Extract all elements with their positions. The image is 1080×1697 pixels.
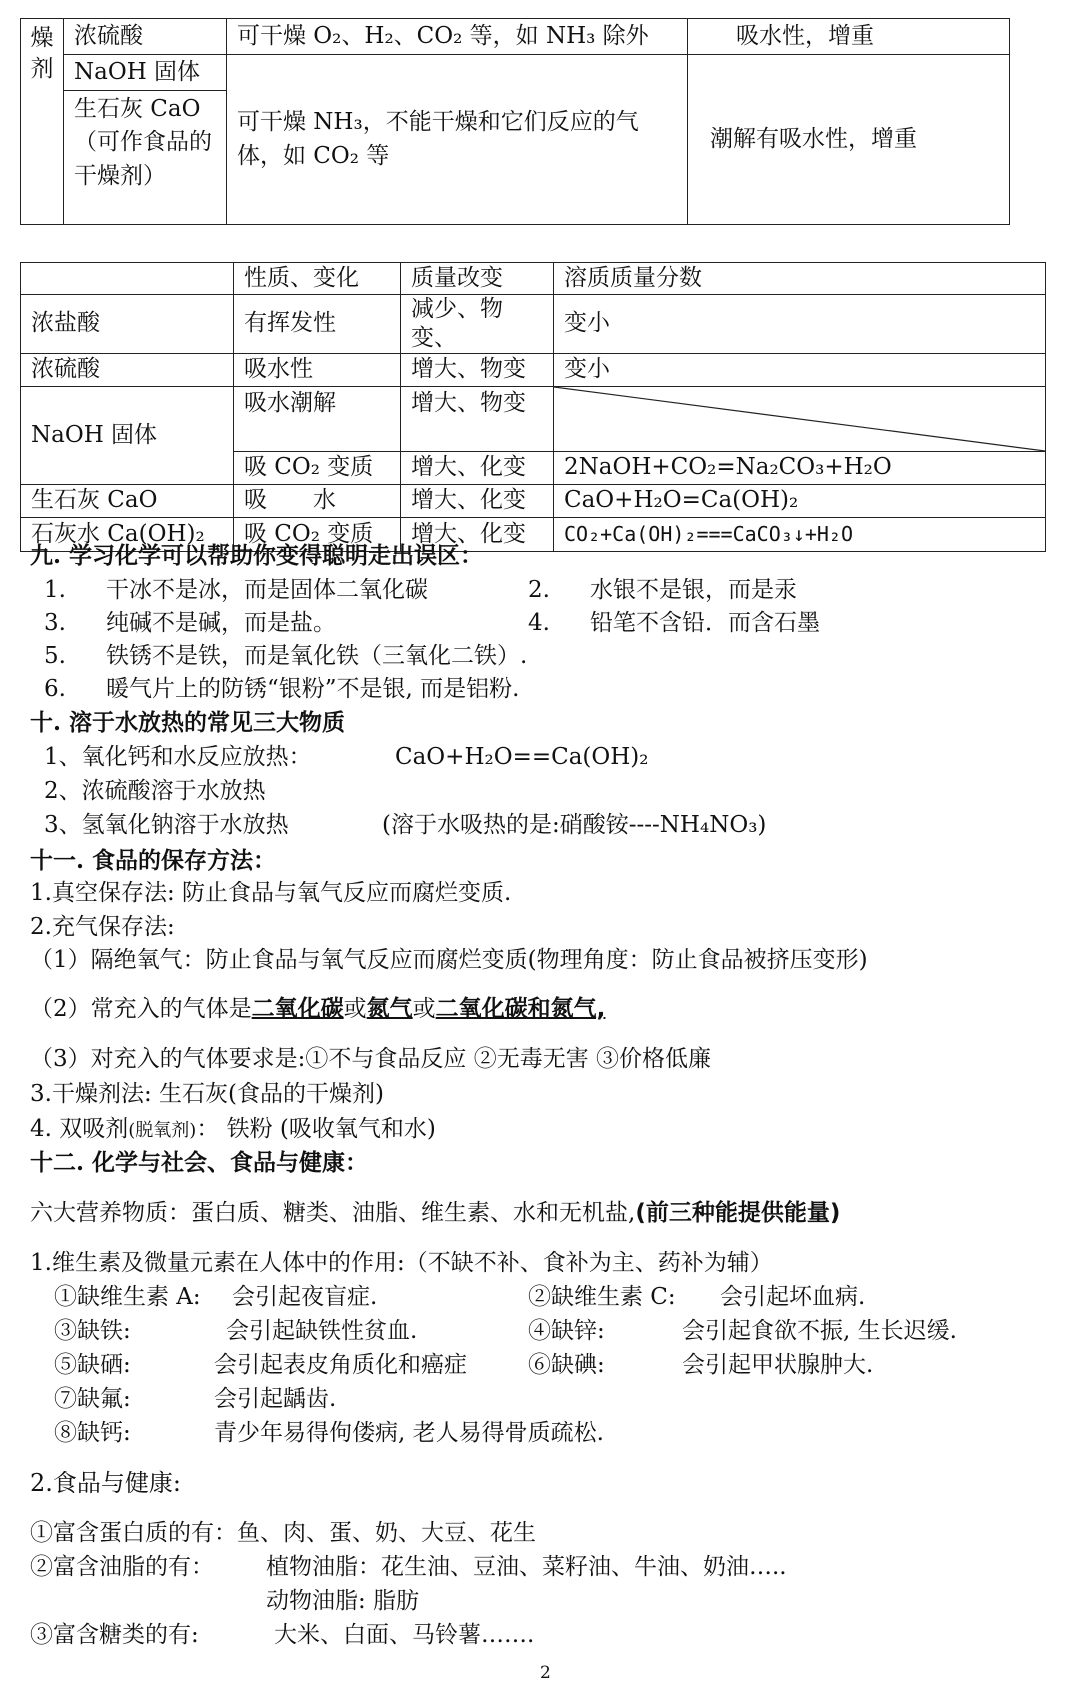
list-item: 青少年易得佝偻病, 老人易得骨质疏松. xyxy=(214,1420,604,1446)
table-cell: 吸 CO₂ 变质 xyxy=(234,517,401,551)
list-item: 动物油脂: 脂肪 xyxy=(266,1588,420,1614)
table-header: 溶质质量分数 xyxy=(554,263,1046,295)
table-cell: 吸 CO₂ 变质 xyxy=(234,451,401,484)
list-item: 会引起甲状腺肿大. xyxy=(682,1352,874,1378)
paragraph xyxy=(30,1200,840,1226)
paragraph: 1.维生素及微量元素在人体中的作用:（不缺不补、食补为主、药补为辅） xyxy=(30,1250,773,1276)
paragraph: （3）对充入的气体要求是:①不与食品反应 ②无毒无害 ③价格低廉 xyxy=(30,1046,712,1072)
emphasis: 二氧化碳和氮气, xyxy=(435,996,606,1022)
list-item: 5. 铁锈不是铁，而是氧化铁（三氧化二铁）. xyxy=(44,643,528,669)
list-item: 会引起坏血病. xyxy=(720,1284,866,1310)
list-item: 大米、白面、马铃薯……. xyxy=(274,1622,535,1648)
list-item: 6. 暖气片上的防锈“银粉”不是银, 而是铝粉. xyxy=(44,676,520,702)
table-cell: 有挥发性 xyxy=(234,295,401,354)
table-header xyxy=(21,263,234,295)
table-cell: CO₂+Ca(OH)₂===CaCO₃↓+H₂O xyxy=(554,517,1046,551)
desiccant-usage: 可干燥 O₂、H₂、CO₂ 等，如 NH₃ 除外 xyxy=(227,19,688,55)
list-item: 2. 水银不是银，而是汞 xyxy=(528,577,797,603)
label: ①富含蛋白质的有： xyxy=(30,1520,237,1546)
list-item: 1、氧化钙和水反应放热： xyxy=(44,744,312,770)
table-cell: 增大、物变 xyxy=(401,386,554,451)
list-item: 1. 干冰不是冰，而是固体二氧化碳 xyxy=(44,577,428,603)
desiccant-property: 吸水性，增重 xyxy=(688,19,1010,55)
list-item: ④缺锌: xyxy=(528,1318,605,1344)
text: 六大营养物质：蛋白质、糖类、油脂、维生素、水和无机盐, xyxy=(30,1200,636,1226)
list-item: ②缺维生素 C: xyxy=(528,1284,676,1310)
table-cell: 吸水潮解 xyxy=(234,386,401,451)
list-item: 会引起缺铁性贫血. xyxy=(226,1318,418,1344)
list-item: ③缺铁: xyxy=(54,1318,131,1344)
empty-diagonal-cell xyxy=(554,386,1046,451)
list-item: 会引起龋齿. xyxy=(214,1386,337,1412)
paragraph: 2.充气保存法: xyxy=(30,914,175,940)
section-10-title: 十. 溶于水放热的常见三大物质 xyxy=(30,709,346,736)
table-cell: 增大、化变 xyxy=(401,517,554,551)
table-cell: 浓硫酸 xyxy=(21,353,234,386)
section-11-title: 十一. 食品的保存方法： xyxy=(30,847,277,874)
desiccant-property: 潮解有吸水性，增重 xyxy=(688,55,1010,225)
emphasis: 氮气 xyxy=(366,996,413,1022)
section-9-title: 九. 学习化学可以帮助你变得聪明走出误区： xyxy=(30,542,484,569)
list-item: ⑧缺钙: xyxy=(54,1420,131,1446)
table-cell: CaO+H₂O=Ca(OH)₂ xyxy=(554,484,1046,517)
emphasis: (前三种能提供能量) xyxy=(635,1200,841,1226)
list-item: ⑤缺硒: xyxy=(54,1352,131,1378)
list-item: 会引起夜盲症. xyxy=(232,1284,378,1310)
table-cell: 石灰水 Ca(OH)₂ xyxy=(21,517,234,551)
table-cell: 增大、化变 xyxy=(401,484,554,517)
text: 或 xyxy=(412,996,436,1022)
list-item: 植物油脂：花生油、豆油、菜籽油、牛油、奶油….. xyxy=(266,1554,787,1580)
table-cell: 生石灰 CaO xyxy=(21,484,234,517)
table-cell: 减少、物变、 xyxy=(401,295,554,354)
section-12-title: 十二. 化学与社会、食品与健康： xyxy=(30,1149,369,1176)
text: （2）常充入的气体是 xyxy=(30,996,252,1022)
text: 或 xyxy=(343,996,367,1022)
text: 鱼、肉、蛋、奶、大豆、花生 xyxy=(237,1520,536,1546)
subsection-title: 2.食品与健康: xyxy=(30,1469,181,1497)
table-cell: 变小 xyxy=(554,295,1046,354)
paragraph xyxy=(30,996,605,1022)
desiccant-name: 生石灰 CaO（可作食品的干燥剂） xyxy=(64,91,227,225)
emphasis: 二氧化碳 xyxy=(251,996,344,1022)
list-item: 3、氢氧化钠溶于水放热 xyxy=(44,812,289,838)
table-header: 质量改变 xyxy=(401,263,554,295)
text: ： 铁粉 (吸收氧气和水) xyxy=(196,1116,436,1142)
list-item: ⑦缺氟: xyxy=(54,1386,131,1412)
paragraph: 3.干燥剂法: 生石灰(食品的干燥剂) xyxy=(30,1081,384,1107)
list-item: ③富含糖类的有: xyxy=(30,1622,199,1648)
diagonal-line xyxy=(554,387,1045,451)
table-cell: 吸水性 xyxy=(234,353,401,386)
note: (溶于水吸热的是:硝酸铵----NH₄NO₃) xyxy=(382,812,767,838)
text: 4. 双吸剂 xyxy=(30,1116,129,1142)
table-cell: 浓盐酸 xyxy=(21,295,234,354)
list-item: 会引起食欲不振, 生长迟缓. xyxy=(682,1318,957,1344)
list-item: 2、浓硫酸溶于水放热 xyxy=(44,778,266,804)
substance-change-table xyxy=(20,262,1046,552)
table-cell: 2NaOH+CO₂=Na₂CO₃+H₂O xyxy=(554,451,1046,484)
table-cell: 增大、物变 xyxy=(401,353,554,386)
list-item: ⑥缺碘: xyxy=(528,1352,605,1378)
table-cell: 增大、化变 xyxy=(401,451,554,484)
table-header: 性质、变化 xyxy=(234,263,401,295)
list-item: ②富含油脂的有： xyxy=(30,1554,214,1580)
list-item: 4. 铅笔不含铅．而含石墨 xyxy=(528,610,820,636)
equation: CaO+H₂O==Ca(OH)₂ xyxy=(395,744,649,770)
table-cell: 吸 水 xyxy=(234,484,401,517)
table-cell: NaOH 固体 xyxy=(21,386,234,484)
paragraph: （1）隔绝氧气：防止食品与氧气反应而腐烂变质(物理角度：防止食品被挤压变形) xyxy=(30,947,868,973)
list-item: 会引起表皮角质化和癌症 xyxy=(214,1352,467,1378)
text: (脱氧剂) xyxy=(128,1120,197,1141)
desiccant-table xyxy=(20,18,1010,225)
desiccant-usage: 可干燥 NH₃，不能干燥和它们反应的气体，如 CO₂ 等 xyxy=(227,55,688,225)
desiccant-name: 浓硫酸 xyxy=(64,19,227,55)
table-cell: 变小 xyxy=(554,353,1046,386)
list-item: 3. 纯碱不是碱，而是盐。 xyxy=(44,610,336,636)
paragraph xyxy=(30,1116,436,1142)
desiccant-name: NaOH 固体 xyxy=(64,55,227,91)
desiccant-category: 燥剂 xyxy=(21,19,64,225)
list-item: ①缺维生素 A: xyxy=(54,1284,201,1310)
list-item xyxy=(30,1520,536,1546)
page-number: 2 xyxy=(540,1663,551,1683)
paragraph: 1.真空保存法: 防止食品与氧气反应而腐烂变质. xyxy=(30,880,512,906)
